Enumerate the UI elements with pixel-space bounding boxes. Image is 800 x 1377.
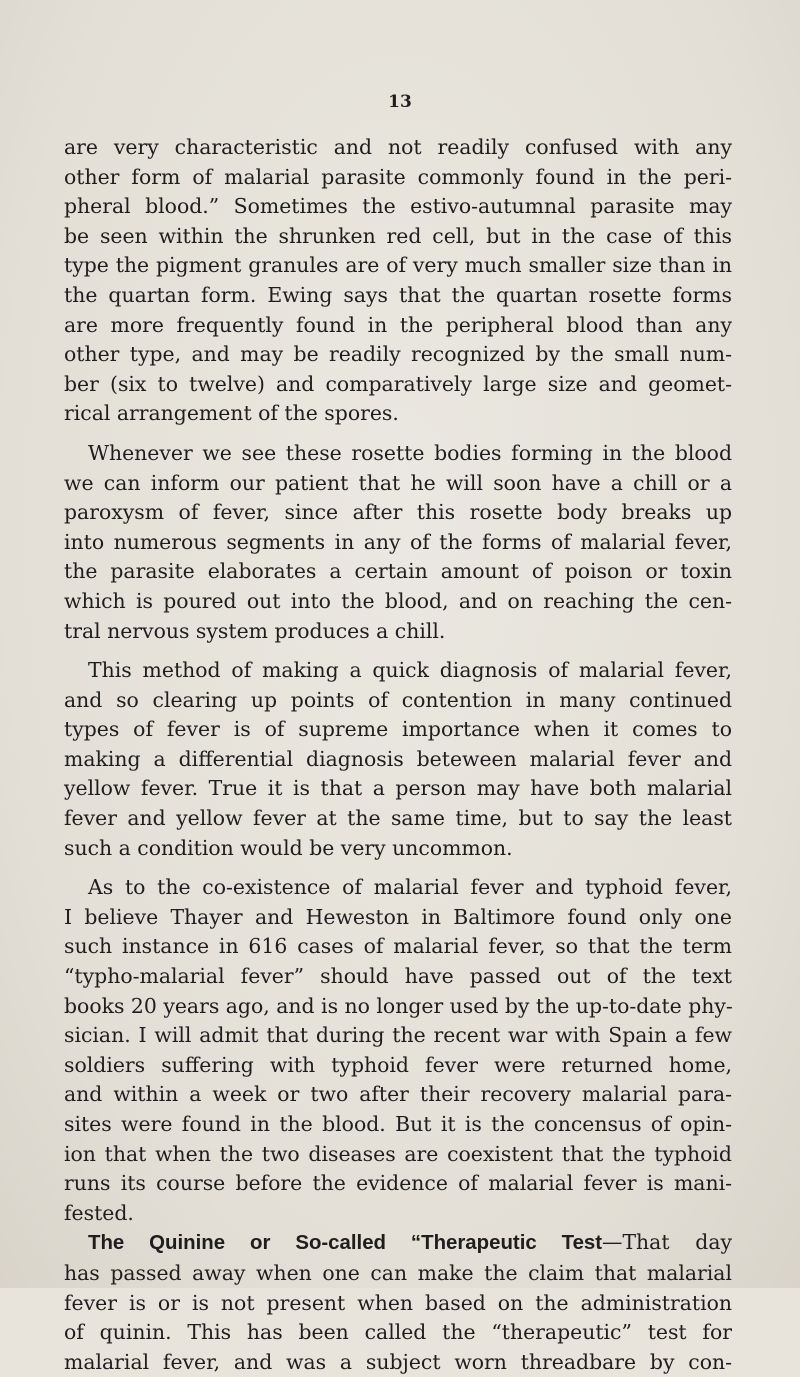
paragraph-4 — [64, 873, 732, 1228]
text-line: has passed away when one can make the claim that malarial — [64, 1260, 732, 1285]
text-line: the parasite elaborates a certain amount of poison or toxin — [64, 559, 732, 584]
text-line: into numerous segments in any of the forms of malarial fever, — [64, 529, 732, 554]
text-line: ion that when the two diseases are coexistent that the typhoid — [64, 1141, 732, 1166]
text-line: be seen within the shrunken red cell, but in the case of this — [64, 223, 732, 248]
text-line: fever is or is not present when based on the administration — [64, 1290, 732, 1315]
text-line: such instance in 616 cases of malarial fever, so that the term — [64, 934, 732, 959]
text-line: pheral blood.” Sometimes the estivo-autumnal parasite may — [64, 194, 732, 219]
text-line: making a differential diagnosis beteween malarial fever and — [64, 746, 732, 771]
text-line: books 20 years ago, and is no longer used by the up-to-date phy- — [64, 993, 733, 1018]
text-line: yellow fever. True it is that a person may have both malarial — [64, 776, 732, 801]
text-line: This method of making a quick diagnosis of malarial fever, — [88, 658, 732, 683]
text-line: malarial fever, and was a subject worn threadbare by con- — [64, 1349, 732, 1374]
text-line: we can inform our patient that he will soon have a chill or a — [64, 470, 732, 495]
paragraph-2 — [64, 439, 732, 646]
body-text — [64, 133, 732, 1377]
section-heading: The Quinine or So-called “Therapeutic Test — [88, 1232, 603, 1255]
text-line: other type, and may be readily recognized by the small num- — [64, 342, 732, 367]
text-line: tral nervous system produces a chill. — [64, 618, 446, 643]
text-line: such a condition would be very uncommon. — [64, 835, 513, 860]
text-line: and within a week or two after their recovery malarial para- — [64, 1082, 732, 1107]
text-line: fever and yellow fever at the same time, but to say the least — [64, 806, 732, 831]
paragraph-3 — [64, 656, 732, 863]
text-line: the quartan form. Ewing says that the quartan rosette forms — [64, 282, 732, 307]
text-line: sician. I will admit that during the recent war with Spain a few — [64, 1023, 732, 1048]
text-line: “typho-malarial fever” should have passed out of the text — [64, 964, 732, 989]
text-line: rical arrangement of the spores. — [64, 401, 399, 426]
text-line: are very characteristic and not readily confused with any — [64, 135, 732, 159]
text-line: soldiers suffering with typhoid fever were returned home, — [64, 1052, 732, 1077]
text-line: types of fever is of supreme importance when it comes to — [64, 717, 732, 742]
paragraph-5 — [64, 1228, 732, 1377]
text-line: type the pigment granules are of very much smaller size than in — [64, 253, 732, 278]
text-line: Whenever we see these rosette bodies forming in the blood — [88, 440, 732, 465]
text-line: sites were found in the blood. But it is the concensus of opin- — [64, 1112, 732, 1136]
text-line: runs its course before the evidence of malarial fever is mani- — [64, 1171, 732, 1196]
heading-continuation: —That day — [602, 1230, 733, 1255]
page-number: 13 — [388, 92, 412, 112]
text-line: paroxysm of fever, since after this rosette body breaks up — [64, 500, 732, 525]
text-line — [64, 1228, 732, 1259]
text-line: and so clearing up points of contention in many continued — [64, 687, 732, 712]
text-line: As to the co-existence of malarial fever and typhoid fever, — [88, 875, 732, 900]
text-line: other form of malarial parasite commonly found in the peri- — [64, 164, 732, 189]
text-line: of quinin. This has been called the “therapeutic” test for — [64, 1320, 732, 1345]
text-line: I believe Thayer and Heweston in Baltimore found only one — [64, 904, 732, 929]
text-line: ber (six to twelve) and comparatively large size and geomet- — [64, 371, 732, 396]
paragraph-1 — [64, 133, 732, 429]
text-line: fested. — [64, 1200, 134, 1225]
text-line: which is poured out into the blood, and on reaching the cen- — [64, 588, 732, 613]
text-line: are more frequently found in the peripheral blood than any — [64, 312, 732, 337]
